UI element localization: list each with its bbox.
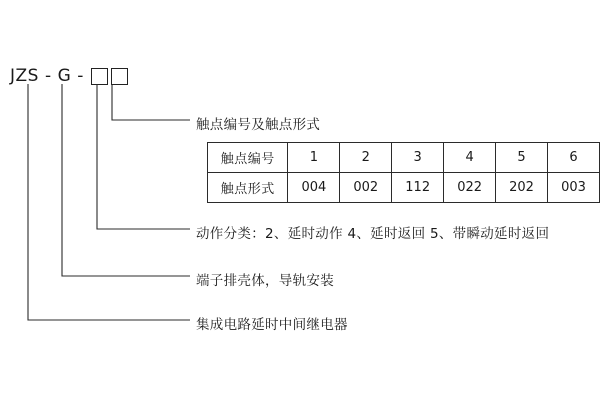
contact-table-wrapper	[207, 142, 600, 203]
table-cell: 003	[548, 173, 600, 203]
table-row	[208, 173, 600, 203]
model-prefix: JZS	[10, 66, 39, 86]
table-row	[208, 143, 600, 173]
table-cell: 5	[496, 143, 548, 173]
model-series: G	[57, 66, 72, 86]
label-product-name: 集成电路延时中间继电器	[196, 317, 348, 333]
table-row-header: 触点形式	[208, 173, 288, 203]
table-cell: 6	[548, 143, 600, 173]
table-cell: 202	[496, 173, 548, 203]
table-cell: 4	[444, 143, 496, 173]
table-cell: 004	[288, 173, 340, 203]
table-cell: 1	[288, 143, 340, 173]
table-cell: 002	[340, 173, 392, 203]
table-cell: 2	[340, 143, 392, 173]
table-cell: 112	[392, 173, 444, 203]
label-action-classification: 动作分类：2、延时动作 4、延时返回 5、带瞬动延时返回	[196, 226, 550, 242]
table-cell: 3	[392, 143, 444, 173]
table-cell: 022	[444, 173, 496, 203]
label-contact-number-and-form: 触点编号及触点形式	[196, 117, 321, 133]
contact-table	[207, 142, 600, 203]
table-row-header: 触点编号	[208, 143, 288, 173]
model-dash-2: -	[77, 66, 84, 86]
model-dash-1: -	[44, 66, 52, 86]
label-terminal-mounting: 端子排壳体，导轨安装	[196, 273, 334, 289]
